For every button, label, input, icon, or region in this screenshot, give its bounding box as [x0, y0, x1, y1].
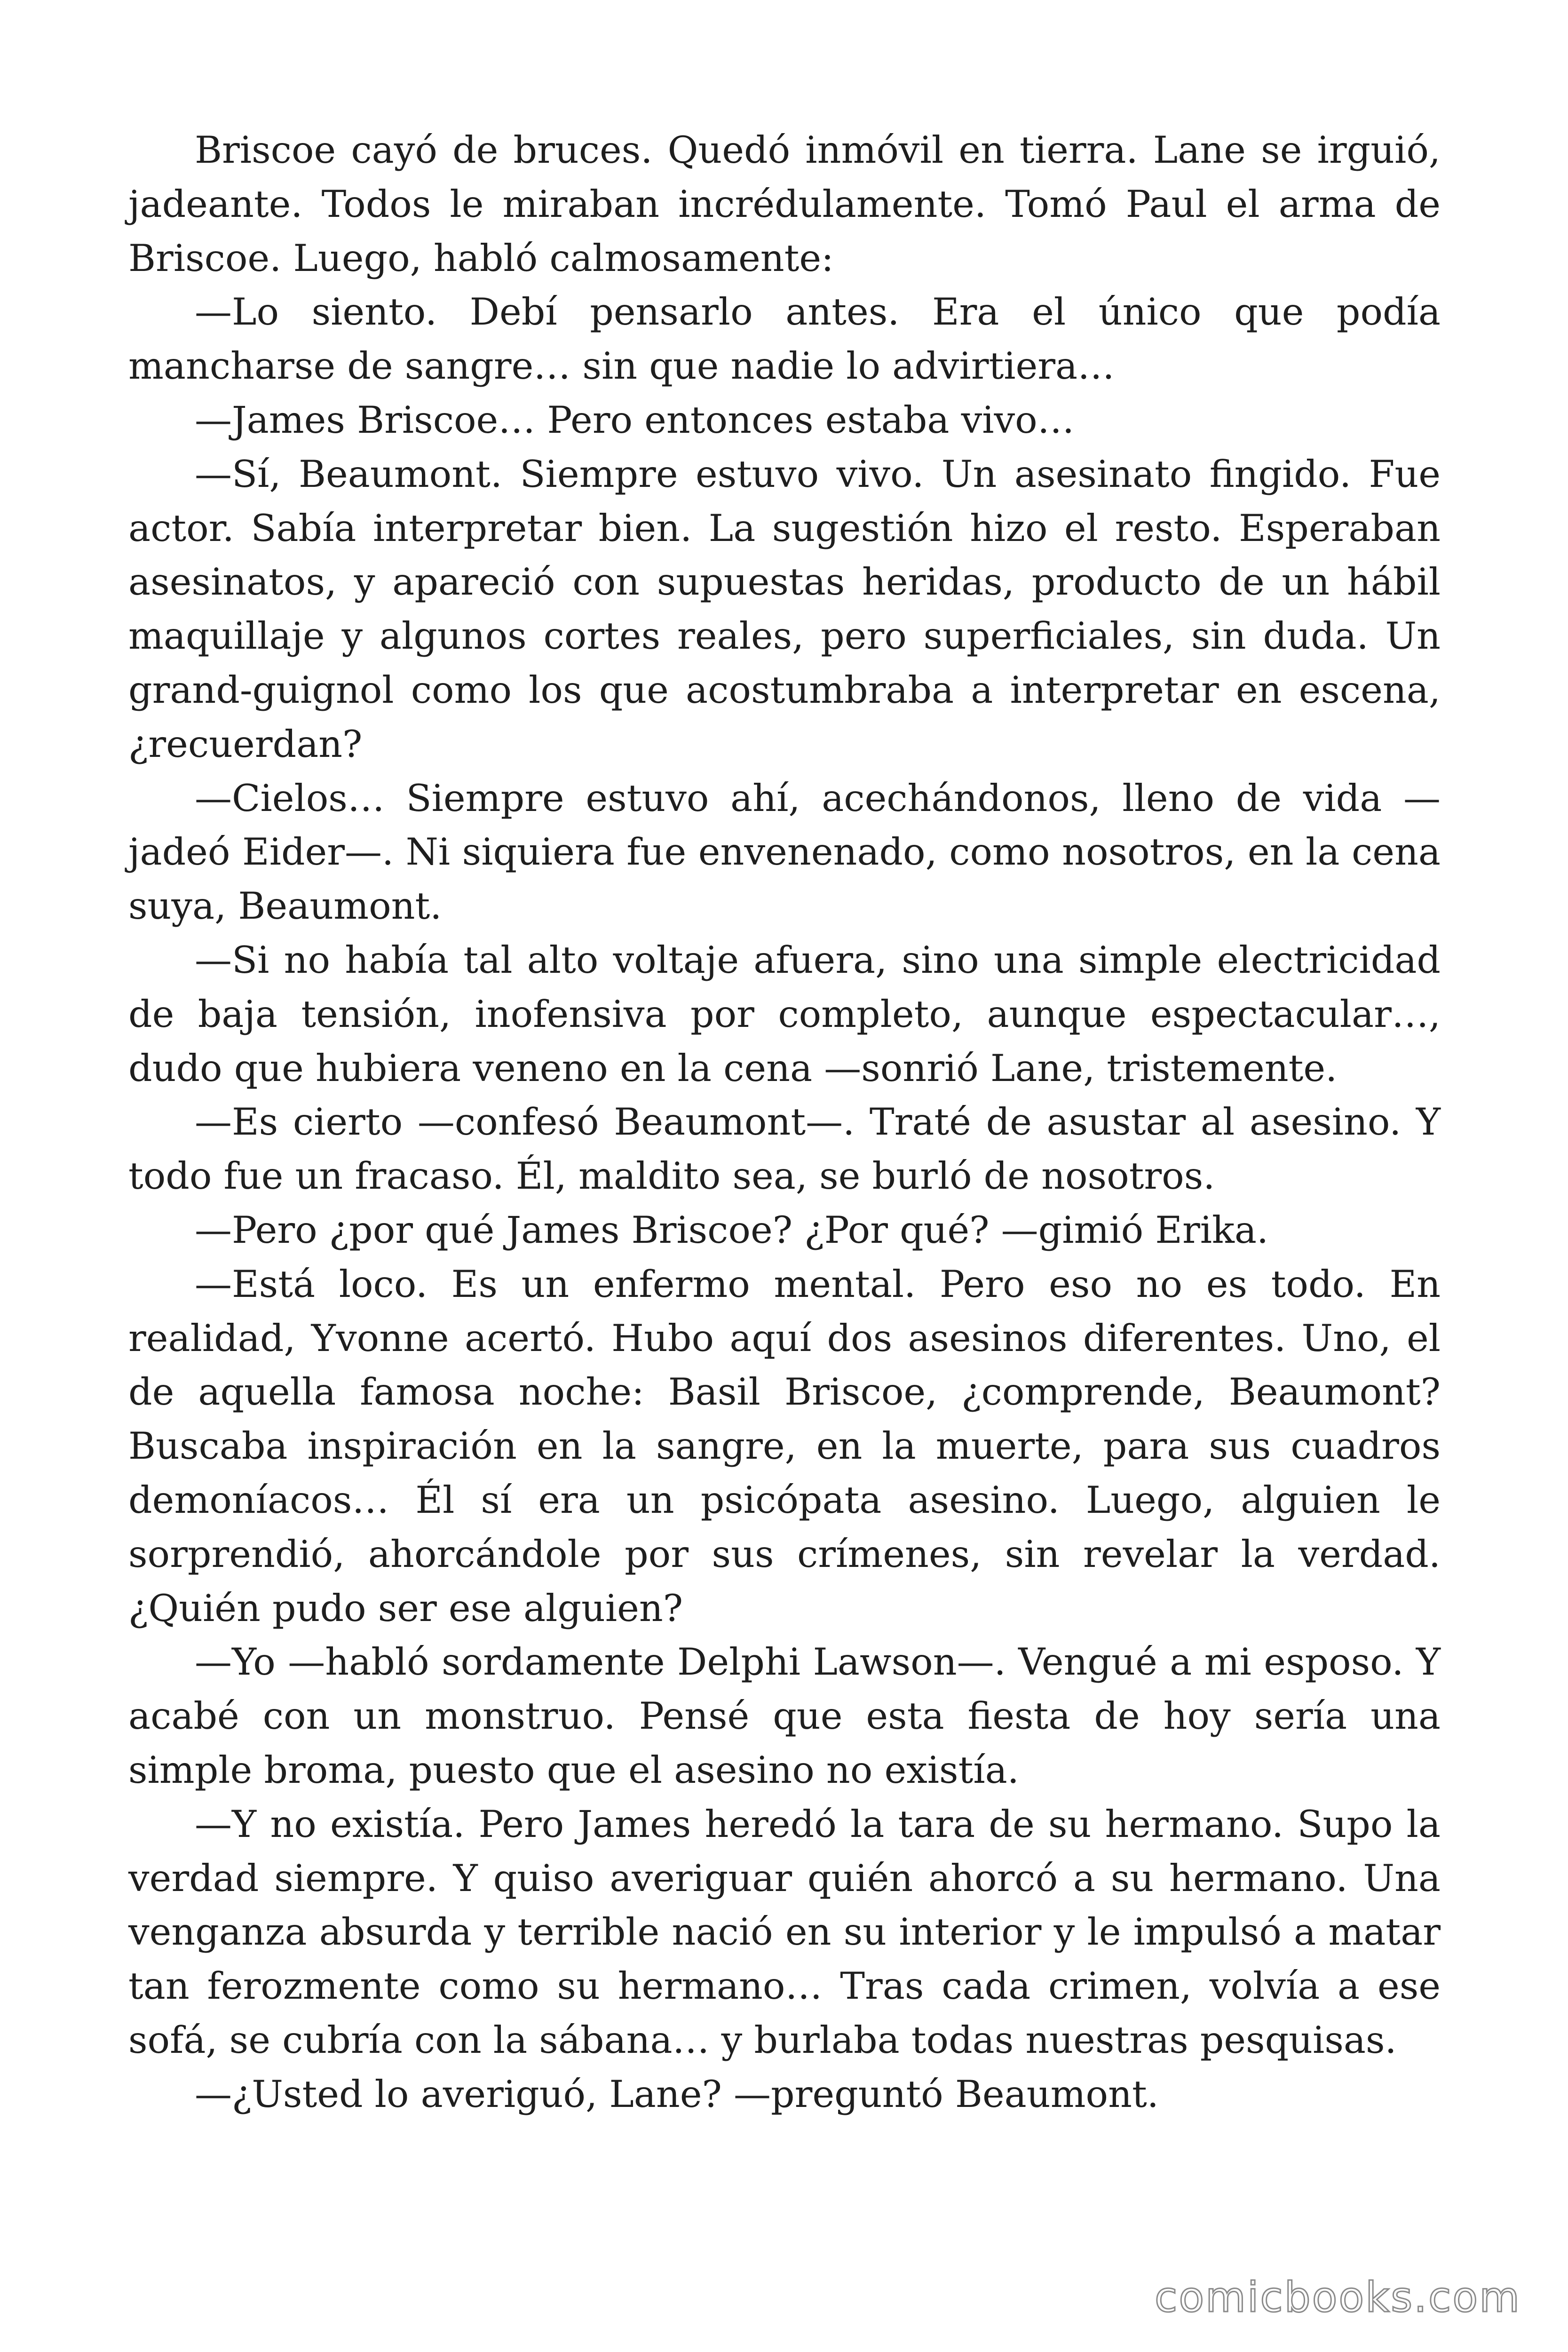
body-text: [128, 123, 1441, 2121]
paragraph: Briscoe cayó de bruces. Quedó inmóvil en tierra. Lane se irguió, jadeante. Todos le miraban incrédulamente. Tomó Paul el arma de Briscoe. Luego, habló calmosamente:: [128, 128, 1441, 280]
paragraph: —Yo —habló sordamente Delphi Lawson—. Vengué a mi esposo. Y acabé con un monstruo. Pensé que esta fiesta de hoy sería una simple broma, puesto que el asesino no existía.: [128, 1640, 1441, 1792]
paragraph: —Es cierto —confesó Beaumont—. Traté de asustar al asesino. Y todo fue un fracaso. Él, maldito sea, se burló de nosotros.: [128, 1100, 1441, 1198]
paragraph: —Sí, Beaumont. Siempre estuvo vivo. Un asesinato fingido. Fue actor. Sabía interpretar bien. La sugestión hizo el resto. Esperaban asesinatos, y apareció con supuestas heridas, producto de un hábil maquillaje y algunos cortes reales, pero superficiales, sin duda. Un grand-guignol como los que acostumbraba a interpretar en escena, ¿recuerdan?: [128, 452, 1441, 766]
paragraph: —Si no había tal alto voltaje afuera, sino una simple electricidad de baja tensión, inofensiva por completo, aunque espectacular…, dudo que hubiera veneno en la cena —sonrió Lane, tristemente.: [128, 938, 1441, 1090]
paragraph: —Cielos… Siempre estuvo ahí, acechándonos, lleno de vida —jadeó Eider—. Ni siquiera fue envenenado, como nosotros, en la cena suya, Beaumont.: [128, 776, 1441, 928]
paragraph: —Y no existía. Pero James heredó la tara de su hermano. Supo la verdad siempre. Y quiso averiguar quién ahorcó a su hermano. Una venganza absurda y terrible nació en su interior y le impulsó a matar tan ferozmente como su hermano… Tras cada crimen, volvía a ese sofá, se cubría con la sábana… y burlaba todas nuestras pesquisas.: [128, 1802, 1441, 2062]
paragraph: —James Briscoe… Pero entonces estaba vivo…: [195, 398, 1075, 442]
paragraph: —¿Usted lo averiguó, Lane? —preguntó Beaumont.: [195, 2072, 1159, 2116]
paragraph: —Lo siento. Debí pensarlo antes. Era el único que podía mancharse de sangre… sin que nadie lo advirtiera…: [128, 290, 1441, 388]
paragraph: —Pero ¿por qué James Briscoe? ¿Por qué? —gimió Erika.: [195, 1208, 1269, 1252]
paragraph: —Está loco. Es un enfermo mental. Pero eso no es todo. En realidad, Yvonne acertó. Hubo aquí dos asesinos diferentes. Uno, el de aquella famosa noche: Basil Briscoe, ¿comprende, Beaumont? Buscaba inspiración en la sangre, en la muerte, para sus cuadros demoníacos… Él sí era un psicópata asesino. Luego, alguien le sorprendió, ahorcándole por sus crímenes, sin revelar la verdad. ¿Quién pudo ser ese alguien?: [128, 1262, 1441, 1630]
watermark: comicbooks.com: [1154, 2273, 1521, 2321]
